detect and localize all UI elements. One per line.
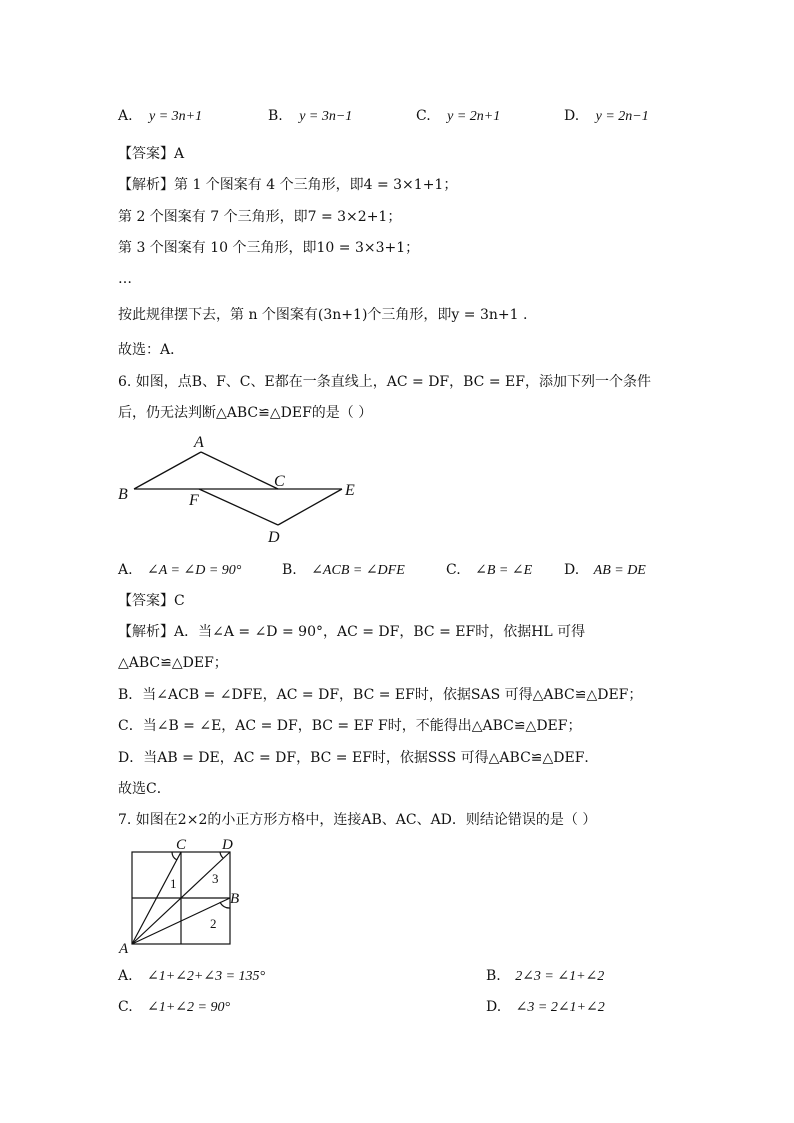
option-letter: A.: [118, 108, 133, 124]
q7-figure: [116, 836, 256, 956]
q5-analysis-line-2: 第 2 个图案有 7 个三角形，即7 = 3×2+1；: [118, 209, 402, 225]
option-letter: C.: [446, 562, 461, 578]
label-angle-3: 3: [212, 871, 219, 886]
q5-option-d: [564, 108, 649, 125]
label-b: B: [118, 486, 128, 503]
q5-option-a: [118, 108, 202, 125]
q6-answer: 【答案】C: [118, 593, 185, 609]
q7-options-row-1: [0, 968, 794, 988]
option-text: y = 3n−1: [299, 109, 353, 124]
option-letter: C.: [416, 108, 431, 124]
option-letter: A.: [118, 968, 133, 984]
q5-options: [0, 108, 794, 128]
label-b: B: [230, 891, 240, 907]
segment-fd: [199, 489, 278, 525]
q7-options-row-2: [0, 999, 794, 1019]
option-text: ∠1+∠2+∠3 = 135°: [147, 969, 266, 984]
label-a: A: [119, 941, 129, 956]
option-letter: C.: [118, 999, 133, 1015]
q6-analysis-line-5: D．当AB = DE，AC = DF，BC = EF时，依据SSS 可得△ABC≌△DEF．: [118, 750, 599, 766]
option-text: ∠B = ∠E: [475, 563, 533, 578]
q5-analysis-line-3: 第 3 个图案有 10 个三角形，即10 = 3×3+1；: [118, 240, 420, 256]
q5-analysis-line-4: 按此规律摆下去，第 n 个图案有(3n+1)个三角形，即y = 3n+1 .: [118, 307, 528, 323]
angle-1-arc: [172, 852, 177, 860]
label-e: E: [345, 482, 355, 499]
option-letter: A.: [118, 562, 133, 578]
segment-de: [278, 489, 342, 525]
segment-ba: [134, 452, 201, 489]
option-text: ∠3 = 2∠1+∠2: [515, 1000, 605, 1015]
q6-analysis-line-2: △ABC≌△DEF；: [118, 655, 228, 671]
option-text: ∠A = ∠D = 90°: [147, 563, 242, 578]
q5-analysis-line-1: 【解析】第 1 个图案有 4 个三角形，即4 = 3×1+1；: [118, 177, 458, 193]
q6-figure: [112, 430, 372, 550]
q7-stem: 7. 如图在2×2的小正方形方格中，连接AB、AC、AD．则结论错误的是（ ）: [118, 812, 597, 828]
q7-option-d: [486, 999, 605, 1016]
option-text: 2∠3 = ∠1+∠2: [515, 969, 605, 984]
q6-analysis-line-3: B．当∠ACB = ∠DFE，AC = DF，BC = EF时，依据SAS 可得△ABC≌△DEF；: [118, 687, 643, 703]
q6-stem-line-2: 后，仍无法判断△ABC≌△DEF的是（ ）: [118, 405, 373, 421]
q6-analysis-line-1: 【解析】A．当∠A = ∠D = 90°，AC = DF，BC = EF时，依据HL 可得: [118, 624, 586, 640]
q5-answer: 【答案】A: [118, 146, 185, 162]
q5-conclusion: 故选：A．: [118, 342, 185, 358]
q7-option-b: [486, 968, 604, 985]
q6-option-c: [446, 562, 532, 579]
option-text: AB = DE: [593, 563, 646, 578]
option-letter: D.: [564, 562, 580, 578]
q6-option-d: [564, 562, 646, 579]
q5-option-b: [268, 108, 352, 125]
label-angle-2: 2: [210, 916, 217, 931]
q6-conclusion: 故选C．: [118, 781, 171, 797]
option-letter: D.: [486, 999, 502, 1015]
label-d: D: [268, 529, 280, 546]
option-letter: B.: [486, 968, 501, 984]
label-c: C: [176, 837, 187, 853]
option-text: y = 3n+1: [149, 109, 203, 124]
q6-options: [0, 562, 794, 582]
label-angle-1: 1: [170, 876, 177, 891]
option-letter: B.: [282, 562, 297, 578]
angle-2-arc: [220, 902, 230, 908]
option-letter: D.: [564, 108, 580, 124]
q7-option-c: [118, 999, 230, 1016]
q6-stem-line-1: 6. 如图，点B、F、C、E都在一条直线上，AC = DF，BC = EF，添加下列一个条件: [118, 374, 651, 390]
q6-analysis-line-4: C．当∠B = ∠E，AC = DF，BC = EF F时，不能得出△ABC≌△DEF；: [118, 718, 582, 734]
option-text: ∠ACB = ∠DFE: [311, 563, 405, 578]
q6-option-b: [282, 562, 405, 579]
option-text: y = 2n+1: [447, 109, 501, 124]
q5-option-c: [416, 108, 500, 125]
option-text: y = 2n−1: [595, 109, 649, 124]
q5-analysis-ellipsis: …: [118, 271, 132, 287]
option-text: ∠1+∠2 = 90°: [147, 1000, 231, 1015]
q6-option-a: [118, 562, 241, 579]
q7-option-a: [118, 968, 265, 985]
label-a: A: [194, 434, 204, 451]
option-letter: B.: [268, 108, 283, 124]
segment-ac: [201, 452, 278, 489]
label-d: D: [222, 837, 233, 853]
label-c: C: [274, 473, 285, 490]
label-f: F: [189, 492, 199, 509]
